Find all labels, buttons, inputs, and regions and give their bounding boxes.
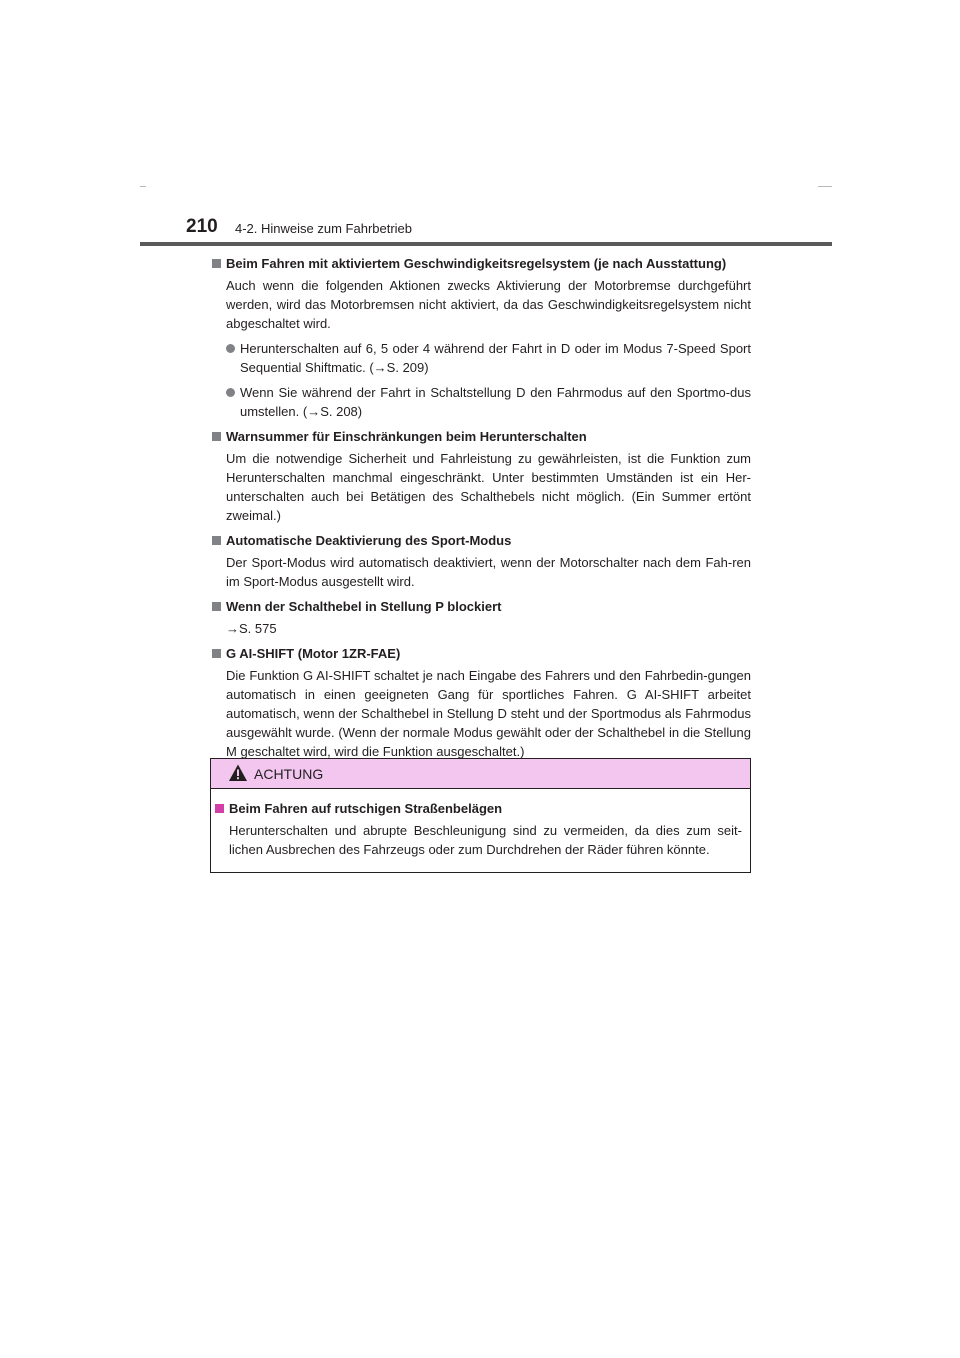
list-item bbox=[210, 339, 751, 377]
section-sport-mode-deactivation bbox=[210, 531, 751, 591]
section-downshift-buzzer bbox=[210, 427, 751, 525]
section-cruise-control bbox=[210, 254, 751, 421]
section-shift-lever-locked bbox=[210, 597, 751, 638]
list-item-text: Wenn Sie während der Fahrt in Schaltstellung D den Fahrmodus auf den Sportmo-dus umstellen. (→S. 208) bbox=[240, 385, 751, 419]
square-bullet-icon bbox=[212, 259, 221, 268]
warning-box bbox=[210, 758, 751, 873]
circle-bullet-icon bbox=[226, 388, 235, 397]
section-text: Der Sport-Modus wird automatisch deaktiviert, wenn der Motorschalter nach dem Fah-ren im Sport-Modus ausgestellt wird. bbox=[226, 555, 751, 589]
crop-mark-right bbox=[818, 186, 832, 187]
header-rule bbox=[140, 242, 832, 246]
section-g-ai-shift bbox=[210, 644, 751, 761]
section-heading-text: G AI-SHIFT (Motor 1ZR-FAE) bbox=[226, 646, 401, 661]
warning-heading bbox=[211, 799, 742, 818]
warning-text: Herunterschalten und abrupte Beschleunigung sind zu vermeiden, da dies zum seit-lichen Ausbrechen des Fahrzeugs oder zum Durchdrehen der Räder führen könnte. bbox=[229, 823, 742, 857]
section-heading bbox=[210, 597, 751, 616]
warning-heading-text: Beim Fahren auf rutschigen Straßenbelägen bbox=[229, 801, 503, 816]
section-heading bbox=[210, 644, 751, 663]
section-heading-text: Warnsummer für Einschränkungen beim Herunterschalten bbox=[226, 429, 587, 444]
square-bullet-icon bbox=[212, 432, 221, 441]
warning-title: ACHTUNG bbox=[254, 766, 324, 782]
page-reference: →S. 575 bbox=[226, 621, 277, 636]
section-heading bbox=[210, 531, 751, 550]
section-text: Auch wenn die folgenden Aktionen zwecks Aktivierung der Motorbremse durchgeführt werden, wird das Motorbremsen nicht aktiviert, da das Geschwindigkeitsregelsystem nicht abgeschaltet wird. bbox=[226, 278, 751, 331]
main-content bbox=[210, 254, 751, 767]
section-heading-text: Wenn der Schalthebel in Stellung P blockiert bbox=[226, 599, 502, 614]
circle-bullet-icon bbox=[226, 344, 235, 353]
warning-body bbox=[211, 789, 750, 859]
square-bullet-icon bbox=[215, 804, 224, 813]
section-text: Um die notwendige Sicherheit und Fahrleistung zu gewährleisten, ist die Funktion zum Herunterschalten manchmal eingeschränkt. Unter bestimmten Umständen ist ein Her-unterschalten auch bei Betätigen des Schalthebels nicht möglich. (Ein Summer ertönt zweimal.) bbox=[226, 451, 751, 523]
section-heading bbox=[210, 254, 751, 273]
section-text: Die Funktion G AI-SHIFT schaltet je nach Eingabe des Fahrers und den Fahrbedin-gungen automatisch in einen geeigneten Gang für sportliches Fahren. G AI-SHIFT arbeitet automatisch, wenn der Schalthebel in Stellung D steht und der Sportmodus als Fahrmodus ausgewählt wurde. (Wenn der normale Modus gewählt oder der Schalthebel in die Stellung M geschaltet wird, wird die Funktion ausgeschaltet.) bbox=[226, 668, 751, 759]
page-number: 210 bbox=[186, 216, 218, 237]
warning-triangle-icon bbox=[228, 763, 248, 783]
square-bullet-icon bbox=[212, 649, 221, 658]
warning-header bbox=[211, 759, 750, 789]
crop-mark-left bbox=[140, 186, 146, 187]
square-bullet-icon bbox=[212, 602, 221, 611]
section-title: 4-2. Hinweise zum Fahrbetrieb bbox=[235, 221, 413, 236]
square-bullet-icon bbox=[212, 536, 221, 545]
list-item-text: Herunterschalten auf 6, 5 oder 4 während der Fahrt in D oder im Modus 7-Speed Sport Sequential Shiftmatic. (→S. 209) bbox=[240, 341, 751, 375]
page-header bbox=[140, 214, 832, 246]
section-heading-text: Beim Fahren mit aktiviertem Geschwindigkeitsregelsystem (je nach Ausstattung) bbox=[226, 256, 727, 271]
section-heading bbox=[210, 427, 751, 446]
section-heading-text: Automatische Deaktivierung des Sport-Modus bbox=[226, 533, 512, 548]
list-item bbox=[210, 383, 751, 421]
